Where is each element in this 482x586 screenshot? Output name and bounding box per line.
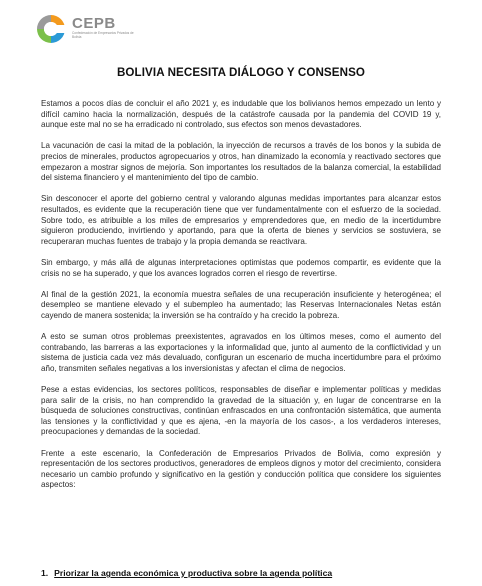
paragraph-1: Estamos a pocos días de concluir el año 2021 y, es indudable que los bolivianos hemos empezado un lento y difícil camino hacia la normalización, después de la catástrofe causada por la pandemia del COVID 19 y, aunque este mal no se ha erradicado ni controlado, sus efectos son menos devastadores. [41, 99, 441, 130]
paragraph-5: Al final de la gestión 2021, la economía muestra señales de una recuperación insuficiente y heterogénea; el desempleo se mantiene elevado y el subempleo ha aumentado; las Reservas Internacionales Netas están cayendo de manera sostenida; la inversión se ha contraído y ha crecido la pobreza. [41, 289, 441, 320]
document-title: BOLIVIA NECESITA DIÁLOGO Y CONSENSO [116, 66, 366, 79]
paragraph-6: A esto se suman otros problemas preexistentes, agravados en los últimos meses, como el aumento del contrabando, las barreras a las exportaciones y la informalidad que, junto al aumento de la conflictividad y un sistema de justicia cada vez más devaluado, configuran un escenario de mucha incertidumbre para el próximo año, transmiten señales negativas a los inversionistas y afectan el clima de negocios. [41, 332, 441, 373]
section-number: 1. [41, 568, 49, 578]
paragraph-3: Sin desconocer el aporte del gobierno central y valorando algunas medidas importantes para alcanzar estos resultados, es evidente que la recuperación tiene que ver fundamentalmente con el esfuerzo de la sociedad. Sobre todo, es atribuible a los miles de empresarios y emprendedores que, en medio de la incertidumbre siguieron produciendo, invirtiendo y aportando, para que la oferta de bienes y servicios se sostuviera, se recuperaran muchas fuentes de trabajo y la propia demanda se reactivara. [41, 194, 441, 246]
paragraph-7: Pese a estas evidencias, los sectores políticos, responsables de diseñar e implementar políticas y medidas para salir de la crisis, no han comprendido la gravedad de la situación y, en lugar de concentrarse en la búsqueda de soluciones constructivas, continúan enfrascados en una confrontación sistemática, que aumenta las tensiones y la conflictividad y que es ajena, -en la mayoría de los casos-, a los verdaderos intereses, preocupaciones y demandas de la sociedad. [41, 385, 441, 437]
document-body [41, 99, 441, 502]
paragraph-8: Frente a este escenario, la Confederación de Empresarios Privados de Bolivia, como expresión y representación de los sectores productivos, generadores de empleos dignos y motor del crecimiento, considera necesario un cambio profundo y significativo en la gestión y conducción política que considere los siguientes aspectos: [41, 448, 441, 490]
paragraph-2: La vacunación de casi la mitad de la población, la inyección de recursos a través de los bonos y la subida de precios de minerales, productos agropecuarios y otros, han dinamizado la economía y reactivado sectores que empezaron a mostrar signos de mejoría. Son importantes los resultados de la balanza comercial, la estabilidad del sistema financiero y el mantenimiento del tipo de cambio. [41, 141, 441, 183]
logo-subtitle: Confederación de Empresarios Privados de Bolivia [72, 31, 134, 39]
section-title: Priorizar la agenda económica y productiva sobre la agenda política [54, 568, 333, 578]
cepb-logo [34, 12, 174, 46]
cepb-logo-icon [34, 12, 68, 46]
section-heading-1 [41, 568, 441, 578]
logo-wordmark: CEPB [72, 15, 116, 32]
paragraph-4: Sin embargo, y más allá de algunas interpretaciones optimistas que podemos compartir, es evidente que la crisis no se ha superado, y que los avances logrados corren el riesgo de revertirse. [41, 257, 441, 278]
